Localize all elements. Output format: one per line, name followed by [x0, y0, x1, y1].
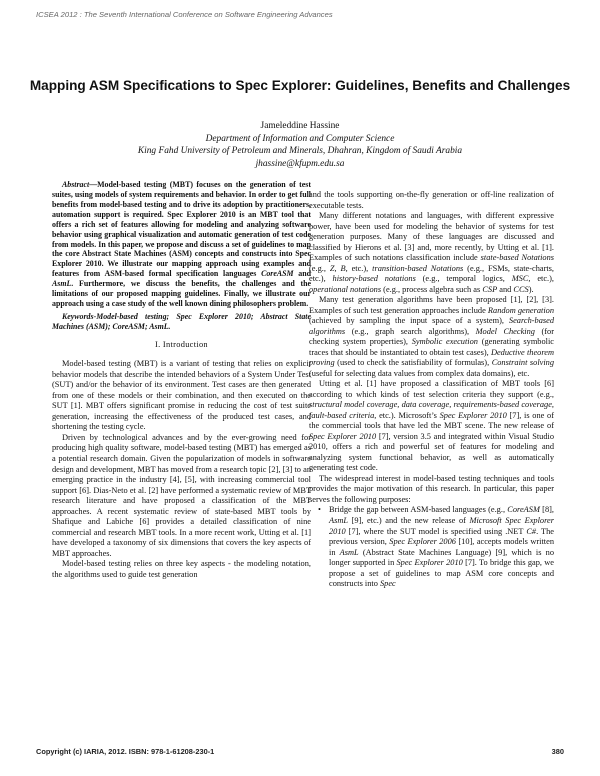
purpose-list — [309, 505, 554, 589]
body-paragraph: The widespread interest in model-based testing techniques and tools provides the major motivation of this research. In particular, this paper serves the following purposes: — [309, 473, 554, 504]
list-item: • Bridge the gap between ASM-based languages (e.g., CoreASM [8], AsmL [9], etc.) and the new release of Microsoft Spec Explorer 2010 [7], where the SUT model is specified using .NET C#. The previous version, Spec Explorer 2006 [10], accepts models written in AsmL (Abstract State Machines Language) [9], which is no longer supported in Spec Explorer 2010 [7]. To bridge this gap, we propose a set of guidelines to map ASM core concepts and constructs into Spec — [329, 505, 554, 589]
author-university: King Fahd University of Petroleum and Minerals, Dhahran, Kingdom of Saudi Arabia — [137, 146, 463, 157]
body-paragraph: Many different notations and languages, with different expressive power, have been used for modeling the behavior of systems for test generation purposes. Many of these languages are discussed and classified by Hierons et al. [3] and, more recently, by Utting et al. [1]. Examples of such notations classification include state-based Notations (e.g., Z, B, etc.), transition-based Notations (e.g., FSMs, state-charts, etc.), history-based notations (e.g., temporal logics, MSC, etc.), operational notations (e.g., process algebra such as CSP and CCS). — [309, 211, 555, 294]
page-number: 380 — [551, 747, 564, 756]
copyright-isbn: Copyright (c) IARIA, 2012. ISBN: 978-1-61208-230-1 — [36, 747, 215, 756]
abstract: Abstract—Model-based testing (MBT) focuses on the generation of test suites, using models of system requirements and behavior. In order to get full benefits from model-based testing and to drive its adoption by practitioners, automation support is required. Spec Explorer 2010 is an MBT tool that offers a rich set of features allowing for modeling and analyzing software behavior using graphical visualization and automatic generation of test code from models. In this paper, we propose and discuss a set of guidelines to map the core Abstract State Machines (ASM) concepts and constructs into Spec Explorer 2010. We illustrate our mapping approach using examples and features from ASM-based formal specification languages CoreASM and AsmL. Furthermore, we discuss the benefits, the challenges and the limitations of our proposed mapping guidelines. Finally, we illustrate our approach using a case study of the well known dining philosophers problem. — [52, 180, 311, 309]
body-paragraph: and the tools supporting on-the-fly generation or off-line realization of executable tests. — [309, 190, 554, 210]
body-paragraph: Utting et al. [1] have proposed a classification of MBT tools [6] according to which kinds of test selection criteria they support (e.g., structural model coverage, data coverage, requirements-based coverage, fault-based criteria, etc.). Microsoft’s Spec Explorer 2010 [7], is one of the commercial tools that have led the MBT scene. The new release of Spec Explorer 2010 [7], version 3.5 and integrated within Visual Studio 2010, offers a rich and powerful set of features for modeling and analyzing system functional behavior, as well as automatically generating test code. — [309, 379, 555, 473]
body-paragraph: Many test generation algorithms have been proposed [1], [2], [3]. Examples of such test generation approaches include Random generation (achieved by sampling the input space of a system), Search-based algorithms (e.g., graph search algorithms), Model Checking (for checking system properties), Symbolic execution (generating symbolic traces that should be instantiated to obtain test cases), Deductive theorem proving (used to check the satisfiability of formulas), Constraint solving (useful for selecting data values from complex data domains), etc. — [309, 295, 555, 378]
author-email[interactable]: jhassine@kfupm.edu.sa — [255, 158, 345, 169]
left-column — [52, 180, 311, 580]
conference-header: ICSEA 2012 : The Seventh International Conference on Software Engineering Advances — [36, 10, 333, 19]
author-department: Department of Information and Computer Science — [205, 133, 395, 144]
page-footer — [36, 747, 564, 756]
intro-paragraph: Driven by technological advances and by the ever-growing need for producing high quality software, model-based testing (MBT) has emerged as a potential research domain. Given the popularization of models in software design and development, MBT has moved from a research topic [2], [3] to an emerging practice in the industry [4], [5], with increasing commercial tool support [6]. Dias-Neto et al. [2] have performed a systematic review of MBT research literature and have proposed a classification of the MBT approaches. A recent systematic review of state-based MBT tools by Shafique and Labiche [6] provides a detailed classification of nine commercial and research MBT tools. In a more recent work, Utting et al. [1] have developed a taxonomy of six dimensions that covers the key aspects of MBT approaches. — [52, 432, 311, 558]
author-name: Jameleddine Hassine — [260, 121, 340, 131]
section-heading-introduction: I. Introduction — [155, 339, 208, 349]
intro-paragraph: Model-based testing relies on three key aspects - the modeling notation, the algorithms used to guide test generation — [52, 559, 311, 579]
keywords: Keywords-Model-based testing; Spec Explorer 2010; Abstract State Machines (ASM); CoreASM; AsmL. — [52, 311, 311, 331]
intro-paragraph: Model-based testing (MBT) is a variant of testing that relies on explicit behavior models that describe the intended behaviors of a System Under Test (SUT) and/or the behavior of its environment. Test cases are then generated from one of these models or their combination, and then executed on the SUT [1]. MBT offers significant promise in reducing the cost of test suite generation, increasing the effectiveness of the produced test cases, and shortening the testing cycle. — [52, 359, 311, 432]
paper-title: Mapping ASM Specifications to Spec Explorer: Guidelines, Benefits and Challenges — [29, 78, 571, 93]
author-block — [0, 120, 600, 170]
right-column — [309, 190, 554, 590]
